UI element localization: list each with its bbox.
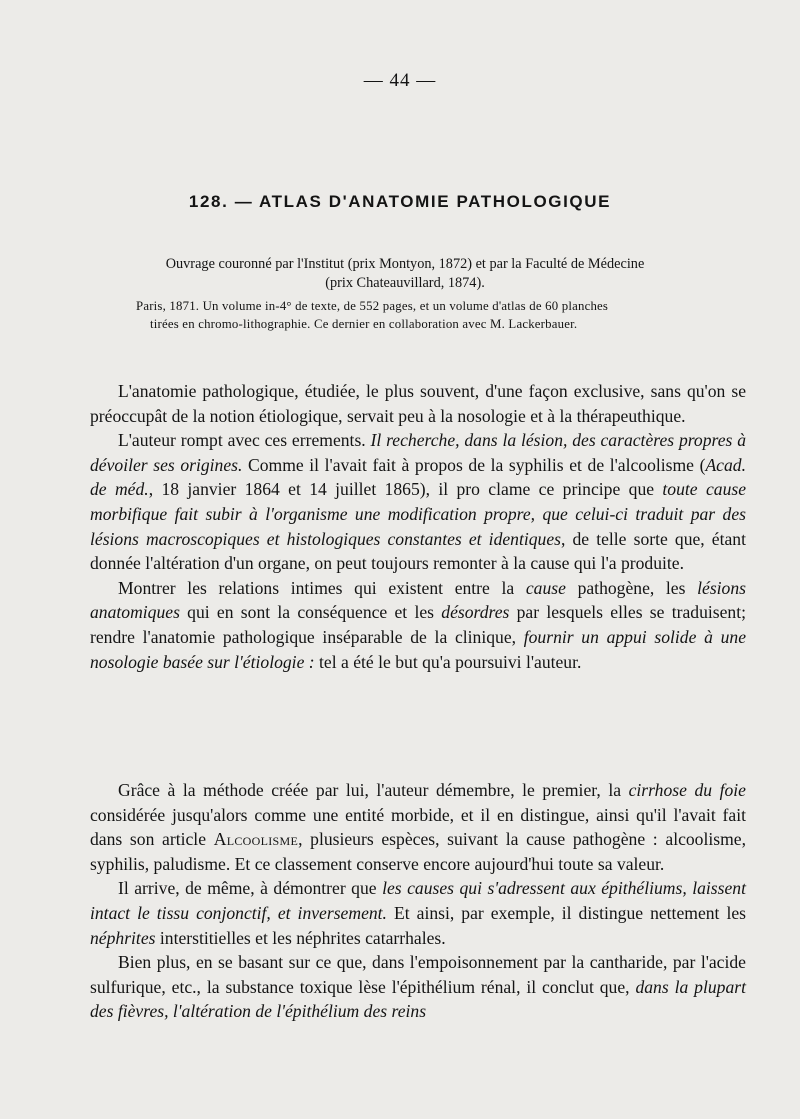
- p2-text: L'auteur rompt avec ces errements.: [118, 430, 371, 451]
- p5-text: interstitielles et les néphrites catarrhales.: [155, 927, 446, 948]
- paragraph-1: [90, 379, 746, 428]
- p6-text: Bien plus, en se basant sur ce que, dans l'empoisonnement par la cantharide, par l'acide sulfurique, etc., la substance toxique lèse l'épithélium rénal, il conclut que,: [90, 952, 746, 997]
- p3-italic: désordres: [441, 602, 510, 623]
- p3-text: pathogène, les: [565, 577, 698, 598]
- paragraph-1-text: L'anatomie pathologique, étudiée, le plus souvent, d'une façon exclusive, sans qu'on se préoccupât de la notion étiologique, servait peu à la nosologie et à la thérapeuthique.: [90, 381, 746, 426]
- p3-italic: lésions anatomiques: [90, 577, 746, 623]
- p3-text: par lesquels elles se traduisent; rendre l'anatomie pathologique inséparable de la clinique,: [90, 602, 746, 647]
- p2-italic: Il recherche, dans la lésion, des caractères propres à dévoiler ses origines.: [90, 430, 747, 475]
- paragraph-2: [90, 428, 746, 576]
- p4-text: , plusieurs espèces, suivant la cause pathogène : alcoolisme, syphilis, paludisme. Et ce classement conserve encore aujourd'hui toute sa valeur.: [90, 829, 746, 874]
- entry-title: 128. — ATLAS D'ANATOMIE PATHOLOGIQUE: [188, 192, 612, 211]
- paragraph-5: [90, 876, 746, 950]
- page-number: — 44 —: [363, 70, 437, 91]
- award-note: [110, 255, 700, 293]
- p3-text: tel a été le but qu'a poursuivi l'auteur.: [314, 651, 582, 672]
- p4-small-caps: Alcoolisme: [213, 829, 299, 850]
- body-text-upper: [90, 379, 746, 674]
- publication-details: [110, 297, 710, 333]
- paragraph-6: [90, 950, 746, 1024]
- award-line-1: Ouvrage couronné par l'Institut (prix Montyon, 1872) et par la Faculté de Médecine: [165, 256, 645, 272]
- p2-text: , 18 janvier 1864 et 14 juillet 1865), il pro clame ce principe que: [148, 479, 663, 500]
- body-text-lower: [90, 778, 746, 1024]
- p3-italic: fournir un appui solide à une nosologie basée sur l'étiologie :: [90, 626, 746, 672]
- paragraph-4: [90, 778, 746, 876]
- paragraph-3: [90, 576, 746, 674]
- p4-italic: cirrhose du foie: [628, 780, 746, 800]
- p4-text: Grâce à la méthode créée par lui, l'auteur démembre, le premier, la: [118, 780, 629, 800]
- p3-text: qui en sont la conséquence et les: [179, 602, 442, 623]
- award-line-2: (prix Chateauvillard, 1874).: [325, 275, 485, 291]
- p2-text: , de telle sorte que, étant donnée l'altération d'un organe, on peut toujours remonter à la cause qui l'a produite.: [90, 528, 746, 574]
- p4-text: considérée jusqu'alors comme une entité morbide, et il en distingue, ainsi qu'il l'avait fait dans son article: [90, 804, 746, 850]
- p3-italic: cause: [525, 577, 566, 598]
- publication-line-1: Paris, 1871. Un volume in-4° de texte, de 552 pages, et un volume d'atlas de 60 planches: [136, 299, 609, 313]
- p5-italic: néphrites: [90, 927, 156, 948]
- p5-text: Il arrive, de même, à démontrer que: [118, 878, 383, 899]
- p5-italic: les causes qui s'adressent aux épithéliums, laissent intact le tissu conjonctif, et inversement.: [90, 878, 746, 923]
- p6-italic: dans la plupart des fièvres, l'altération de l'épithélium des reins: [90, 976, 746, 1022]
- p2-italic: toute cause morbifique fait subir à l'organisme une modification propre, que celui-ci traduit par des lésions macroscopiques et histologiques constantes et identiques: [90, 479, 747, 549]
- p5-text: Et ainsi, par exemple, il distingue nettement les: [386, 902, 746, 923]
- p2-citation: Acad. de méd.: [90, 454, 746, 500]
- publication-line-2: tirées en chromo-lithographie. Ce dernier en collaboration avec M. Lackerbauer.: [150, 317, 578, 331]
- p3-text: Montrer les relations intimes qui existent entre la: [118, 577, 526, 598]
- p2-text: Comme il l'avait fait à propos de la syphilis et de l'alcoolisme (: [242, 454, 706, 475]
